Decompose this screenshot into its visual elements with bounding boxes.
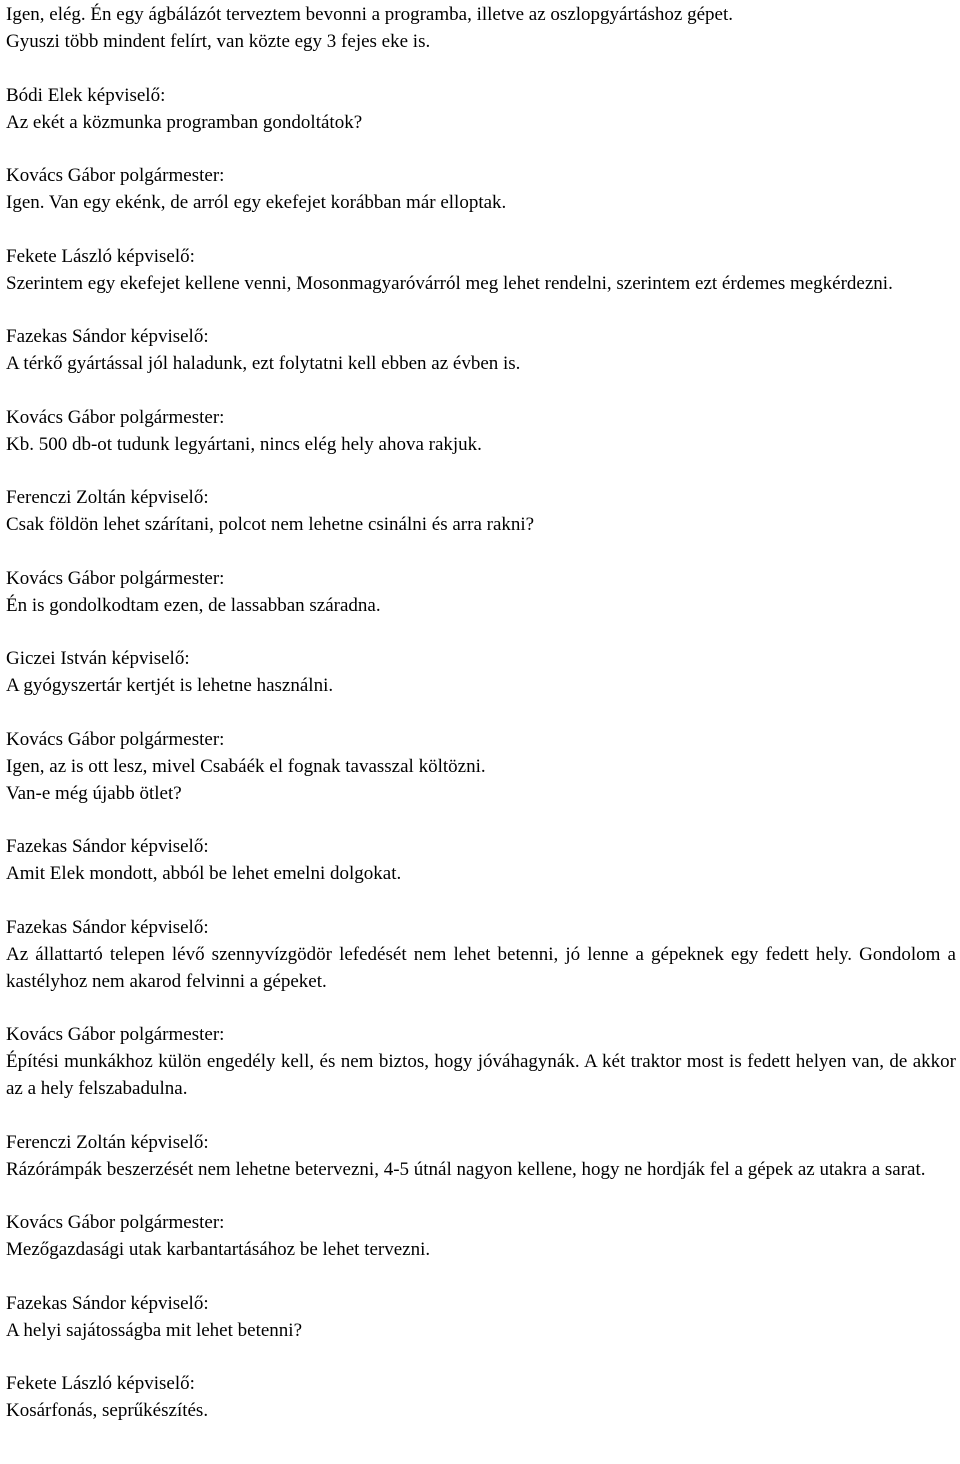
speech-text: Rázórámpák beszerzését nem lehetne betervezni, 4-5 útnál nagyon kellene, hogy ne hordják fel a gépek az utakra a sarat. [6,1158,926,1180]
speaker-entry [6,565,956,619]
speaker-name: Ferenczi Zoltán képviselő: [6,1131,209,1153]
speaker-entry [6,1370,956,1424]
speech-text: A gyógyszertár kertjét is lehetne használni. [6,675,334,696]
speaker-name: Giczei István képviselő: [6,648,190,669]
speaker-name: Fekete László képviselő: [6,245,195,267]
document-page [6,0,956,1424]
speaker-name: Kovács Gábor polgármester: [6,406,225,428]
speaker-name: Fazekas Sándor képviselő: [6,1292,209,1314]
speech-text: Amit Elek mondott, abból be lehet emelni dolgokat. [6,863,402,884]
speaker-entry [6,243,956,297]
speaker-entry [6,833,956,887]
speaker-entry [6,726,956,807]
speaker-entry [6,1129,956,1183]
speaker-entry [6,162,956,216]
speech-text: A térkő gyártással jól haladunk, ezt folytatni kell ebben az évben is. [6,353,521,374]
speech-text: Az ekét a közmunka programban gondoltátok? [6,111,363,133]
speaker-name: Kovács Gábor polgármester: [6,1212,225,1233]
speaker-name: Kovács Gábor polgármester: [6,567,225,589]
speaker-entry [6,404,956,458]
speech-text: A helyi sajátosságba mit lehet betenni? [6,1319,303,1341]
speech-text: Mezőgazdasági utak karbantartásához be lehet tervezni. [6,1239,431,1260]
speech-text: Én is gondolkodtam ezen, de lassabban száradna. [6,594,381,616]
intro-paragraph [6,0,956,55]
speaker-name: Fazekas Sándor képviselő: [6,916,209,938]
speech-text: Építési munkákhoz külön engedély kell, és nem biztos, hogy jóváhagynák. A két traktor most is fedett helyen van, de akkor az a hely felszabadulna. [6,1051,956,1099]
speaker-name: Fazekas Sándor képviselő: [6,836,209,857]
speech-text: Kosárfonás, seprűkészítés. [6,1400,209,1421]
speaker-entry [6,484,956,538]
speaker-entry [6,82,956,136]
speaker-entry [6,645,956,699]
speaker-name: Bódi Elek képviselő: [6,84,166,106]
speaker-name: Kovács Gábor polgármester: [6,728,225,750]
speaker-entry [6,1021,956,1102]
speech-text-second-line: Van-e még újabb ötlet? [6,782,182,804]
speaker-name: Ferenczi Zoltán képviselő: [6,487,209,508]
intro-line-2: Gyuszi több mindent felírt, van közte egy 3 fejes eke is. [6,31,431,52]
speech-text: Szerintem egy ekefejet kellene venni, Mosonmagyaróvárról meg lehet rendelni, szerintem ezt érdemes megkérdezni. [6,272,893,294]
speaker-entry [6,1209,956,1263]
speaker-name: Kovács Gábor polgármester: [6,1024,225,1045]
speaker-entry [6,914,956,995]
intro-line-1: Igen, elég. Én egy ágbálázót terveztem bevonni a programba, illetve az oszlopgyártáshoz gépet. [6,4,733,25]
speech-text: Kb. 500 db-ot tudunk legyártani, nincs elég hely ahova rakjuk. [6,433,482,455]
speaker-entry [6,1290,956,1344]
speaker-name: Fekete László képviselő: [6,1373,195,1394]
speech-text: Igen, az is ott lesz, mivel Csabáék el fognak tavasszal költözni. [6,755,486,777]
speaker-name: Fazekas Sándor képviselő: [6,326,209,347]
speaker-name: Kovács Gábor polgármester: [6,165,225,186]
speech-text: Igen. Van egy ekénk, de arról egy ekefejet korábban már elloptak. [6,192,507,213]
speaker-entry [6,323,956,377]
speech-text: Csak földön lehet szárítani, polcot nem lehetne csinálni és arra rakni? [6,514,535,535]
speech-text: Az állattartó telepen lévő szennyvízgödör lefedését nem lehet betenni, jó lenne a gépeknek egy fedett hely. Gondolom a kastélyhoz nem akarod felvinni a gépeket. [6,943,956,992]
